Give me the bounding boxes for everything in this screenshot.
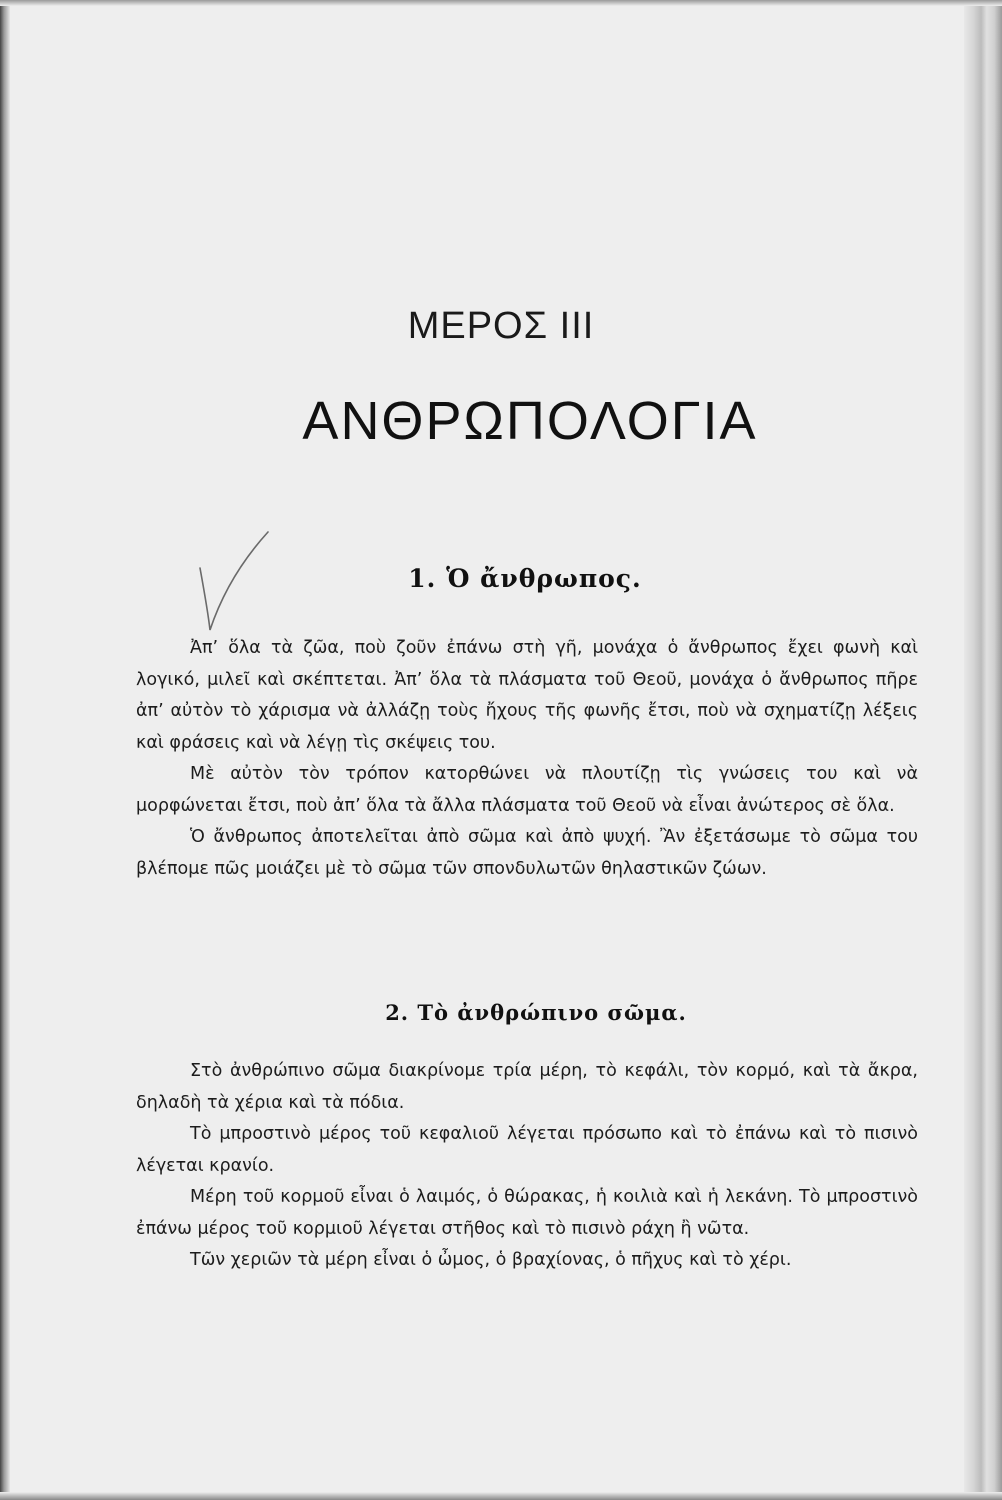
paragraph: Ἀπ’ ὅλα τὰ ζῶα, ποὺ ζοῦν ἐπάνω στὴ γῆ, μονάχα ὁ ἄνθρωπος ἔχει φωνὴ καὶ λογικό, μιλεῖ καὶ σκέπτεται. Ἀπ’ ὅλα τὰ πλάσματα τοῦ Θεοῦ, μονάχα ὁ ἄνθρωπος πῆρε ἀπ’ αὐτὸν τὸ χάρισμα νὰ ἀλλάζῃ τοὺς ἤχους τῆς φωνῆς ἔτσι, ποὺ νὰ σχηματίζῃ λέξεις καὶ φράσεις καὶ νὰ λέγῃ τὶς σκέψεις του. <box>136 638 918 753</box>
paragraph: Στὸ ἀνθρώπινο σῶμα διακρίνομε τρία μέρη, τὸ κεφάλι, τὸν κορμό, καὶ τὰ ἄκρα, δηλαδὴ τὰ χέρια καὶ τὰ πόδια. <box>136 1061 918 1113</box>
paragraph: Τῶν χεριῶν τὰ μέρη εἶναι ὁ ὦμος, ὁ βραχίονας, ὁ πῆχυς καὶ τὸ χέρι. <box>190 1250 792 1270</box>
page-edge-right <box>964 0 1002 1500</box>
paragraph: Μὲ αὐτὸν τὸν τρόπον κατορθώνει νὰ πλουτίζῃ τὶς γνώσεις του καὶ νὰ μορφώνεται ἔτσι, ποὺ ἀπ’ ὅλα τὰ ἄλλα πλάσματα τοῦ Θεοῦ νὰ εἶναι ἀνώτερος σὲ ὅλα. <box>136 764 918 816</box>
page-edge-bottom <box>0 1492 1002 1500</box>
section-1-body <box>136 633 918 885</box>
section-2-body <box>136 1056 918 1277</box>
page-edge-top <box>0 0 1002 6</box>
section-heading-1: 1. Ὁ ἄνθρωπος. <box>408 564 642 593</box>
page-edge-left <box>0 0 10 1500</box>
paragraph: Τὸ μπροστινὸ μέρος τοῦ κεφαλιοῦ λέγεται πρόσωπο καὶ τὸ ἐπάνω καὶ τὸ πισινὸ λέγεται κρανίο. <box>136 1124 918 1176</box>
part-title: ΜΕΡΟΣ ΙΙΙ <box>407 305 595 347</box>
paragraph: Ὁ ἄνθρωπος ἀποτελεῖται ἀπὸ σῶμα καὶ ἀπὸ ψυχή. Ἂν ἐξετάσωμε τὸ σῶμα του βλέπομε πῶς μοιάζει μὲ τὸ σῶμα τῶν σπονδυλωτῶν θηλαστικῶν ζώων. <box>136 827 918 879</box>
paragraph: Μέρη τοῦ κορμοῦ εἶναι ὁ λαιμός, ὁ θώρακας, ἡ κοιλιὰ καὶ ἡ λεκάνη. Τὸ μπροστινὸ ἐπάνω μέρος τοῦ κορμιοῦ λέγεται στῆθος καὶ τὸ πισινὸ ράχη ἢ νῶτα. <box>136 1187 918 1239</box>
main-title: ΑΝΘΡΩΠΟΛΟΓΙΑ <box>302 391 758 451</box>
section-heading-2: 2. Τὸ ἀνθρώπινο σῶμα. <box>385 1000 687 1025</box>
